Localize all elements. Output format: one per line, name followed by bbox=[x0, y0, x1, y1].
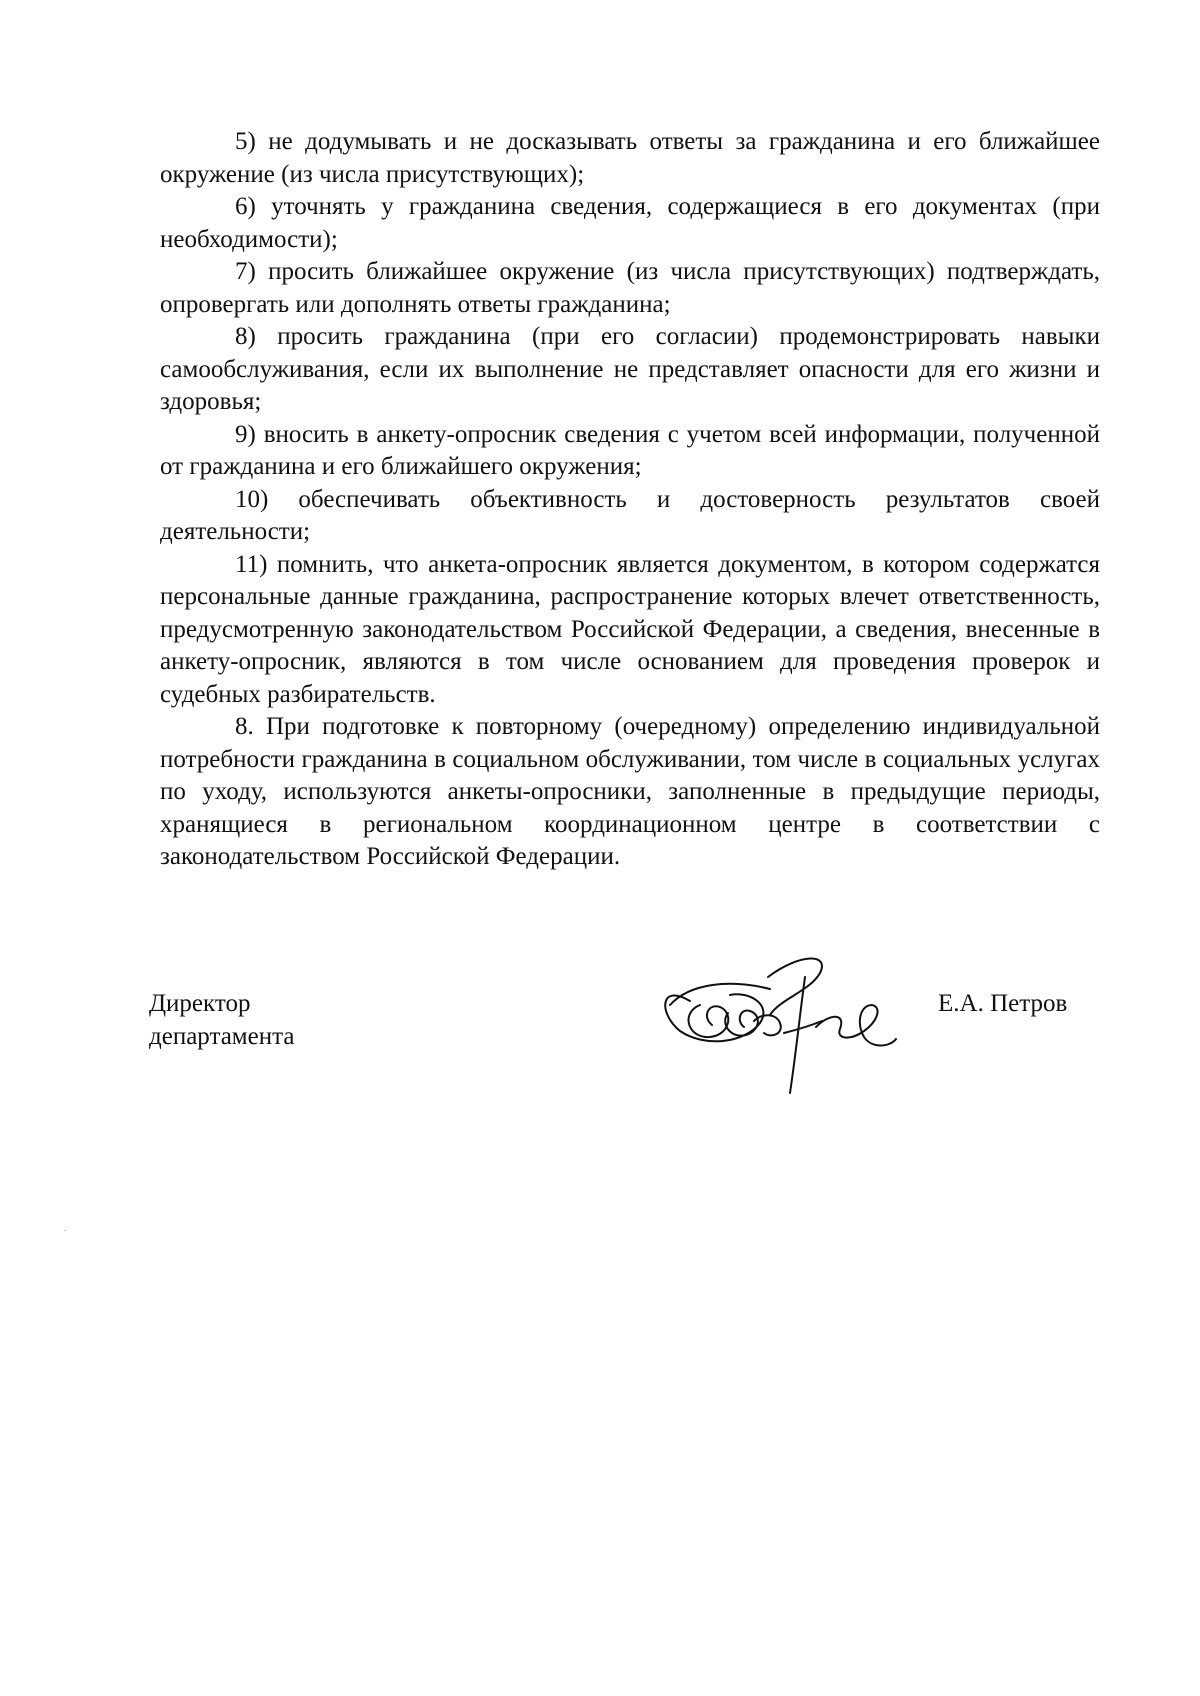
signatory-title-line-2: департамента bbox=[149, 1022, 295, 1050]
handwritten-signature bbox=[650, 943, 920, 1103]
section-8-paragraph: 8. При подготовке к повторному (очередному) определению индивидуальной потребности гражданина в социальном обслуживании, том числе в социальных услугах по уходу, используются анкеты-опросники, заполненные в предыдущие периоды, хранящиеся в региональном координационном центре в соответствии с законодательством Российской Федерации. bbox=[160, 713, 1100, 870]
signatory-name: Е.А. Петров bbox=[938, 990, 1068, 1017]
document-body bbox=[160, 126, 1100, 874]
signatory-title bbox=[149, 988, 294, 1053]
paragraph-item-5: 5) не додумывать и не досказывать ответы за гражданина и его ближайшее окружение (из числа присутствующих); bbox=[160, 128, 1100, 188]
signatory-title-line-1: Директор bbox=[149, 990, 251, 1017]
paragraph-item-9: 9) вносить в анкету-опросник сведения с учетом всей информации, полученной от гражданина и его ближайшего окружения; bbox=[160, 420, 1100, 480]
paragraph-item-7: 7) просить ближайшее окружение (из числа присутствующих) подтверждать, опровергать или дополнять ответы гражданина; bbox=[160, 258, 1100, 318]
signature-block bbox=[0, 988, 1200, 1138]
paragraph-item-8: 8) просить гражданина (при его согласии) продемонстрировать навыки самообслуживания, если их выполнение не представляет опасности для его жизни и здоровья; bbox=[160, 323, 1100, 415]
paragraph-item-6: 6) уточнять у гражданина сведения, содержащиеся в его документах (при необходимости); bbox=[160, 193, 1100, 253]
paragraph-item-11: 11) помнить, что анкета-опросник является документом, в котором содержатся персональные данные гражданина, распространение которых влечет ответственность, предусмотренную законодательством Российской Федерации, а сведения, внесенные в анкету-опросник, являются в том числе основанием для проведения проверок и судебных разбирательств. bbox=[160, 550, 1100, 708]
paragraph-item-10: 10) обеспечивать объективность и достоверность результатов своей деятельности; bbox=[160, 485, 1100, 545]
scan-artifact bbox=[64, 1230, 66, 1231]
